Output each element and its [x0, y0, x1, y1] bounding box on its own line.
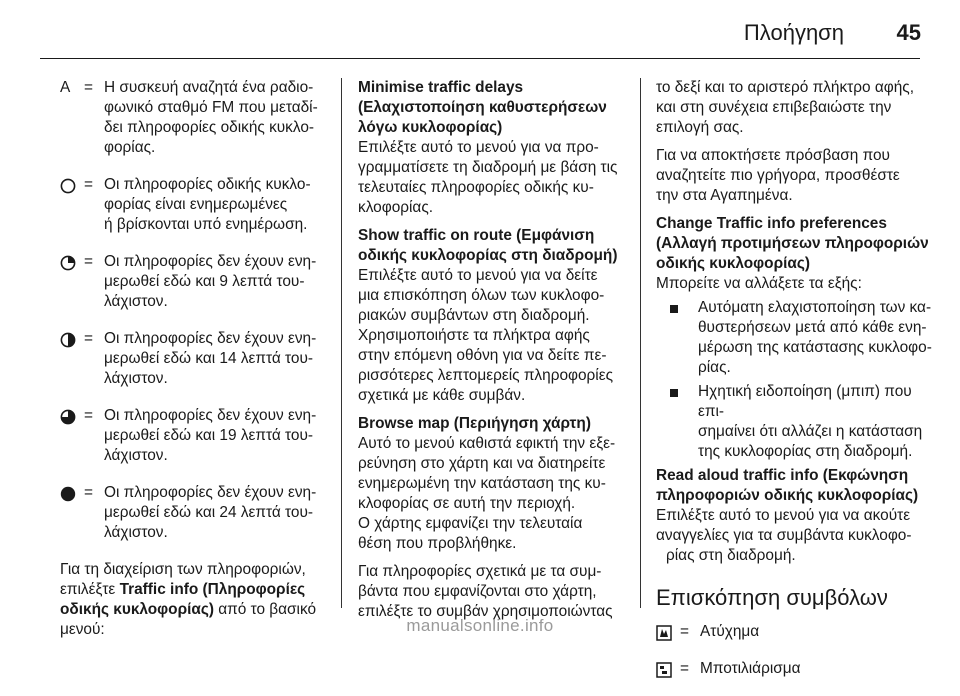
section-heading: Show traffic on route (Εμφάνιση οδικής κυκλοφορίας στη διαδρομή): [358, 227, 618, 264]
section-body: Επιλέξτε αυτό το μενού για να προ- γραμματίσετε τη διαδρομή με βάση τις τελευταίες πληροφορίες οδικής κυ- κλοφορίας.: [358, 139, 618, 216]
favorites-paragraph: Για να αποκτήσετε πρόσβαση που αναζητείτε πιο γρήγορα, προσθέστε την στα Αγαπημένα.: [656, 147, 900, 204]
column-1: [60, 78, 332, 640]
clock-three-quarter-icon: [60, 409, 86, 431]
bullet-square-icon: [670, 305, 678, 313]
column-divider-1: [341, 78, 342, 608]
map-events-paragraph: Για πληροφορίες σχετικά με τα συμ- βάντα που εμφανίζονται στο χάρτη, επιλέξτε το συμβάν χρησιμοποιώντας: [358, 563, 613, 620]
symbol-row-clock-full: = Οι πληροφορίες δεν έχουν ενη- μερωθεί εδώ και 24 λεπτά του- λάχιστον.: [60, 483, 332, 543]
symbol-letter-a: A: [60, 79, 71, 96]
bullet-item: Ηχητική ειδοποίηση (μπιπ) που επι- σημαίνει ότι αλλάζει η κατάσταση της κυκλοφορίας στη διαδρομή.: [656, 382, 934, 462]
symbol-overview-title: Επισκόπηση συμβόλων: [656, 585, 888, 610]
section-show-traffic: [358, 226, 628, 406]
symbol-desc: Οι πληροφορίες δεν έχουν ενη- μερωθεί εδώ και 24 λεπτά του- λάχιστον.: [104, 484, 317, 541]
traffic-jam-icon: [656, 662, 682, 684]
symbol-row-clock-half: = Οι πληροφορίες δεν έχουν ενη- μερωθεί εδώ και 14 λεπτά του- λάχιστον.: [60, 329, 332, 389]
page-number: 45: [896, 20, 921, 45]
section-browse-map: [358, 414, 628, 554]
clock-half-icon: [60, 332, 86, 354]
symbol-desc: Οι πληροφορίες δεν έχουν ενη- μερωθεί εδώ και 19 λεπτά του- λάχιστον.: [104, 407, 317, 464]
manage-info-paragraph: Για τη διαχείριση των πληροφοριών, επιλέξτε Traffic info (Πληροφορίες οδικής κυκλοφορίας) από το βασικό μενού:: [60, 561, 317, 638]
column-3: [656, 78, 934, 696]
symbol-desc: Οι πληροφορίες δεν έχουν ενη- μερωθεί εδώ και 9 λεπτά του- λάχιστον.: [104, 253, 317, 310]
section-minimise-delays: [358, 78, 628, 218]
section-body: Επιλέξτε αυτό το μενού για να δείτε μια επισκόπηση όλων των κυκλοφο- ριακών συμβάντων στη διαδρομή. Χρησιμοποιήστε τα πλήκτρα αφής στην επόμενη οθόνη για να δείτε πε- ρισσότερες λεπτομερείς πληροφορίες σχετικά με κάθε συμβάν.: [358, 267, 613, 404]
symbol-row-clock-quarter: = Οι πληροφορίες δεν έχουν ενη- μερωθεί εδώ και 9 λεπτά του- λάχιστον.: [60, 252, 332, 312]
intro-paragraph: το δεξί και το αριστερό πλήκτρο αφής, και στη συνέχεια επιβεβαιώστε την επιλογή σας.: [656, 79, 914, 136]
header-rule: [40, 58, 920, 59]
section-change-preferences: [656, 214, 934, 462]
clock-empty-icon: [60, 178, 86, 200]
column-2: [358, 78, 628, 622]
page-header: [0, 18, 960, 52]
clock-quarter-icon: [60, 255, 86, 277]
symbol-row-traffic-jam: = Μποτιλιάρισμα: [656, 659, 934, 679]
symbol-desc: Οι πληροφορίες δεν έχουν ενη- μερωθεί εδώ και 14 λεπτά του- λάχιστον.: [104, 330, 317, 387]
section-heading: Browse map (Περιήγηση χάρτη): [358, 415, 591, 432]
symbol-desc: Η συσκευή αναζητά ένα ραδιο- φωνικό σταθμό FM που μεταδί- δει πληροφορίες οδικής κυκλο- φορίας.: [104, 79, 318, 156]
section-heading: Change Traffic info preferences (Αλλαγή προτιμήσεων πληροφοριών οδικής κυκλοφορίας): [656, 215, 929, 272]
section-read-aloud: [656, 466, 934, 566]
column-divider-2: [640, 78, 641, 608]
bullet-square-icon: [670, 389, 678, 397]
section-body: Μπορείτε να αλλάξετε τα εξής:: [656, 275, 862, 292]
bullet-item: Αυτόματη ελαχιστοποίηση των κα- θυστερήσεων μετά από κάθε ενη- μέρωση της κατάστασης κυκλοφο- ρίας.: [656, 298, 934, 378]
symbol-row-a: A = Η συσκευή αναζητά ένα ραδιο- φωνικό σταθμό FM που μεταδί- δει πληροφορίες οδικής κυκλο- φορίας.: [60, 79, 318, 156]
section-body: Αυτό το μενού καθιστά εφικτή την εξε- ρεύνηση στο χάρτη και να διατηρείτε ενημερωμένη την κατάσταση της κυ- κλοφορίας σε αυτή την περιοχή. Ο χάρτης εμφανίζει την τελευταία θέση που προβλήθηκε.: [358, 435, 616, 552]
symbol-row-clock-three-quarter: = Οι πληροφορίες δεν έχουν ενη- μερωθεί εδώ και 19 λεπτά του- λάχιστον.: [60, 406, 332, 466]
symbol-row-accident: = Ατύχημα: [656, 622, 934, 642]
section-heading: Read aloud traffic info (Εκφώνηση πληροφοριών οδικής κυκλοφορίας): [656, 467, 919, 504]
page-title: Πλοήγηση: [743, 20, 844, 45]
clock-full-icon: [60, 486, 86, 508]
watermark-footer: manualsonline.info: [406, 616, 554, 635]
symbol-row-clock-empty: = Οι πληροφορίες οδικής κυκλο- φορίας είναι ενημερωμένες ή βρίσκονται υπό ενημέρωση.: [60, 175, 332, 235]
section-body: Επιλέξτε αυτό το μενού για να ακούτε αναγγελίες για τα συμβάντα κυκλοφο- ρίας στη διαδρομή.: [656, 507, 912, 564]
section-heading: Minimise traffic delays (Ελαχιστοποίηση καθυστερήσεων λόγω κυκλοφορίας): [358, 79, 607, 136]
symbol-desc: Οι πληροφορίες οδικής κυκλο- φορίας είναι ενημερωμένες ή βρίσκονται υπό ενημέρωση.: [104, 176, 311, 233]
